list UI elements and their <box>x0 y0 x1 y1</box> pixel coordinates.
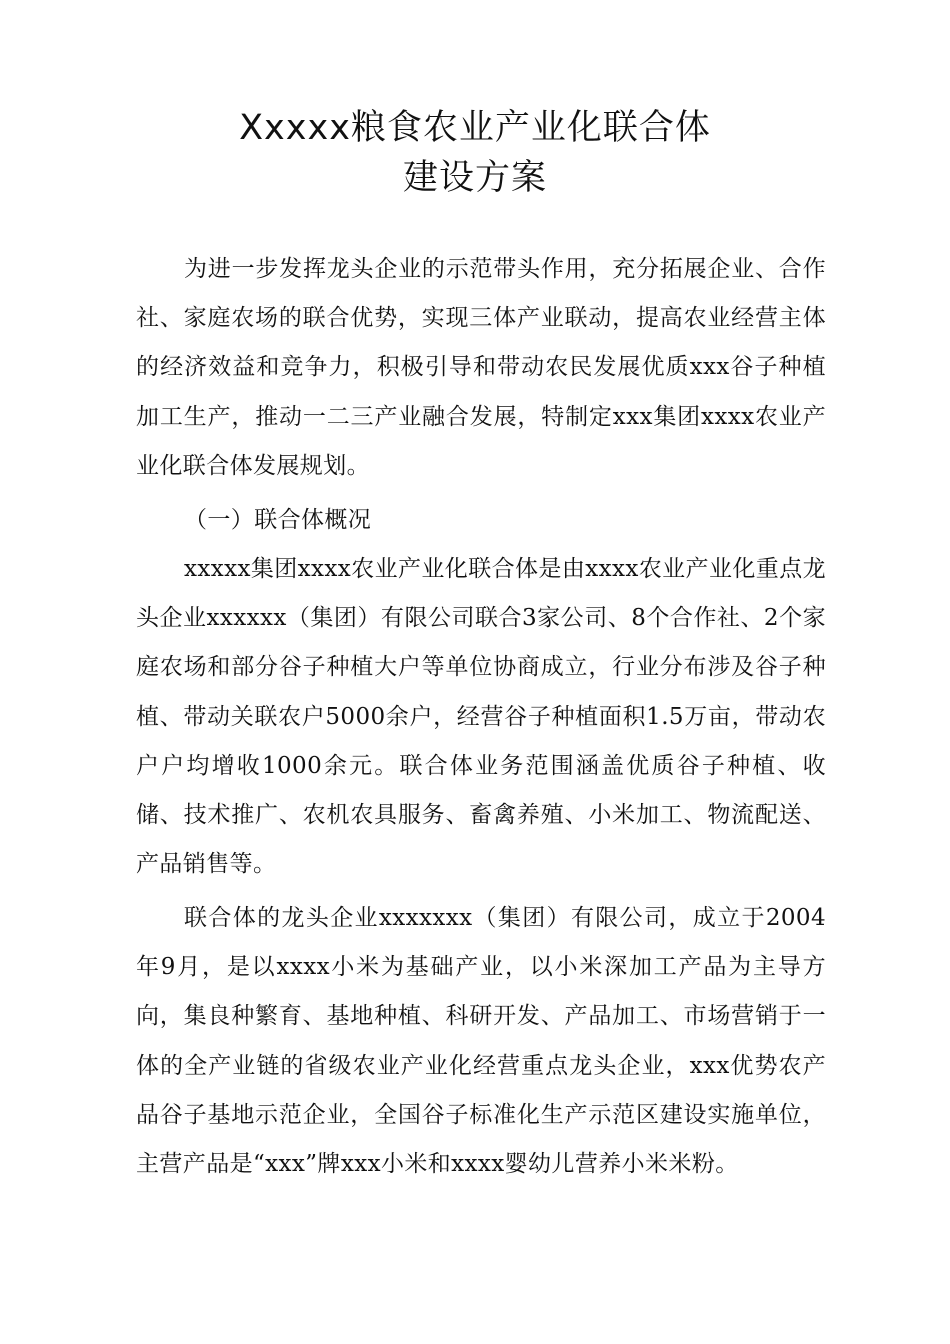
lead-enterprise-paragraph <box>136 894 826 1189</box>
paragraph-text: 为进一步发挥龙头企业的示范带头作用，充分拓展企业、合作社、家庭农场的联合优势，实现三体产业联动，提高农业经营主体的经济效益和竞争力，积极引导和带动农民发展优质xxx谷子种植加工生产，推动一二三产业融合发展，特制定xxx集团xxxx农业产业化联合体发展规划。 <box>136 256 826 479</box>
paragraph-text: 联合体的龙头企业xxxxxxx（集团）有限公司，成立于2004年9月，是以xxxx小米为基础产业，以小米深加工产品为主导方向，集良种繁育、基地种植、科研开发、产品加工、市场营销于一体的全产业链的省级农业产业化经营重点龙头企业，xxx优势农产品谷子基地示范企业，全国谷子标准化生产示范区建设实施单位，主营产品是“xxx”牌xxx小米和xxxx婴幼儿营养小米米粉。 <box>136 905 826 1178</box>
overview-paragraph <box>136 545 826 889</box>
paragraph-text: xxxxx集团xxxx农业产业化联合体是由xxxx农业产业化重点龙头企业xxxxxx（集团）有限公司联合3家公司、8个合作社、2个家庭农场和部分谷子种植大户等单位协商成立，行业分布涉及谷子种植、带动关联农户5000余户，经营谷子种植面积1.5万亩，带动农户户均增收1000余元。联合体业务范围涵盖优质谷子种植、收储、技术推广、农机农具服务、畜禽养殖、小米加工、物流配送、产品销售等。 <box>136 556 826 878</box>
intro-paragraph <box>136 245 826 491</box>
section-heading <box>136 496 826 545</box>
section-heading-text: （一）联合体概况 <box>184 507 372 533</box>
document-title-line2: 建设方案 <box>402 158 547 198</box>
document-title-line1: Xxxxx粮食农业产业化联合体 <box>239 108 711 148</box>
